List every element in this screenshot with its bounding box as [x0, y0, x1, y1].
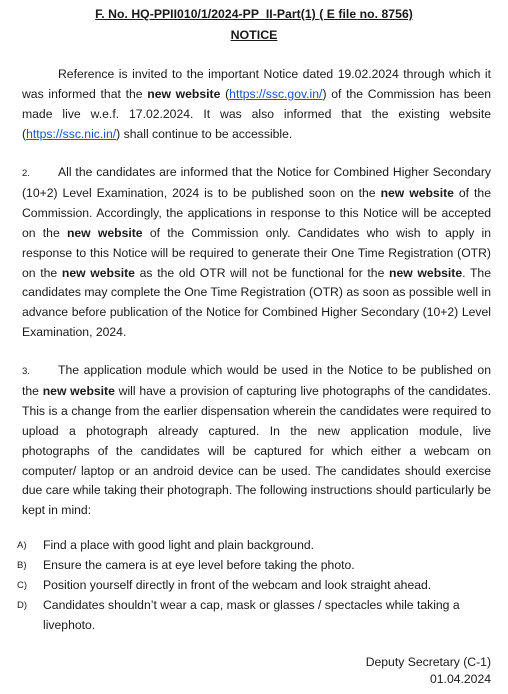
para2-text-2: of the Commission. Accordingly, the applications in response to this Notice will be accepted on the	[22, 185, 491, 240]
para1-text-3: ) of the Commission has been made live w.e.f. 17.02.2024. It was also informed that the existing website (	[22, 86, 492, 141]
para2-bold-2: new website	[66, 225, 143, 240]
instruction-label: B)	[17, 559, 27, 571]
notice-title: NOTICE	[230, 28, 278, 42]
paragraph-1	[22, 65, 491, 145]
para2-text-1: All the candidates are informed that the Notice for Combined Higher Secondary (10+2) Level Examination, 2024 is to be published soon on the	[22, 165, 491, 200]
signatory-designation: Deputy Secretary (C-1)	[365, 655, 491, 669]
para1-bold-new-website: new website	[147, 86, 221, 101]
instruction-text: Find a place with good light and plain background.	[43, 538, 315, 552]
para1-text-2: (	[220, 86, 230, 101]
para2-text-4: as the old OTR will not be functional for the	[134, 265, 390, 280]
instruction-label: A)	[17, 540, 27, 551]
instruction-item	[17, 596, 491, 636]
para2-text-5: . The candidates may complete the One Time Registration (OTR) as soon as possible well in advance before publication of the Notice for Combined Higher Secondary (10+2) Level Examination, 2024.	[22, 265, 491, 340]
para3-text-2: will have a provision of capturing live photographs of the candidates. This is a change from the earlier dispensation wherein the candidates were required to upload a photograph already captured. In the new application module, live photographs of the candidates will be captured for which either a webcam on computer/ laptop or an android device can be used. The candidates should exercise due care while taking their photograph. The following instructions should particularly be kept in mind:	[22, 383, 491, 518]
signature-date: 01.04.2024	[430, 672, 491, 686]
ssc-gov-in-link[interactable]: https://ssc.gov.in/	[229, 86, 323, 101]
para3-bold-1: new website	[42, 383, 115, 398]
para2-bold-3: new website	[61, 265, 135, 280]
para2-bold-4: new website	[389, 265, 463, 280]
file-number-heading: F. No. HQ-PPII010/1/2024-PP_II-Part(1) ( E file no. 8756)	[95, 7, 413, 21]
paragraph-number: 3.	[22, 366, 30, 377]
para2-text-3: of the Commission only. Candidates who wish to apply in response to this Notice will be required to generate their One Time Registration (OTR) on the	[22, 225, 492, 280]
instruction-label: C)	[17, 579, 28, 591]
instruction-item	[17, 556, 491, 576]
ssc-nic-in-link[interactable]: https://ssc.nic.in/	[26, 126, 117, 141]
para1-text-1: Reference is invited to the important Notice dated 19.02.2024 through which it was informed that the	[22, 67, 491, 101]
para3-text-1: The application module which would be used in the Notice to be published on the	[22, 363, 491, 398]
para2-bold-1: new website	[380, 185, 454, 200]
instruction-text: Ensure the camera is at eye level before taking the photo.	[43, 557, 355, 572]
paragraph-3	[22, 361, 491, 521]
para1-text-4: ) shall continue to be accessible.	[116, 126, 293, 141]
instruction-label: D)	[17, 599, 28, 611]
instruction-item	[17, 536, 491, 556]
instruction-text: Position yourself directly in front of the webcam and look straight ahead.	[43, 577, 432, 592]
instruction-list	[17, 536, 491, 636]
instruction-text: Candidates shouldn’t wear a cap, mask or glasses / spectacles while taking a livephoto.	[43, 597, 460, 632]
signature-block	[366, 654, 491, 688]
instruction-item	[17, 576, 491, 596]
paragraph-2	[22, 163, 491, 343]
paragraph-number: 2.	[22, 168, 30, 179]
